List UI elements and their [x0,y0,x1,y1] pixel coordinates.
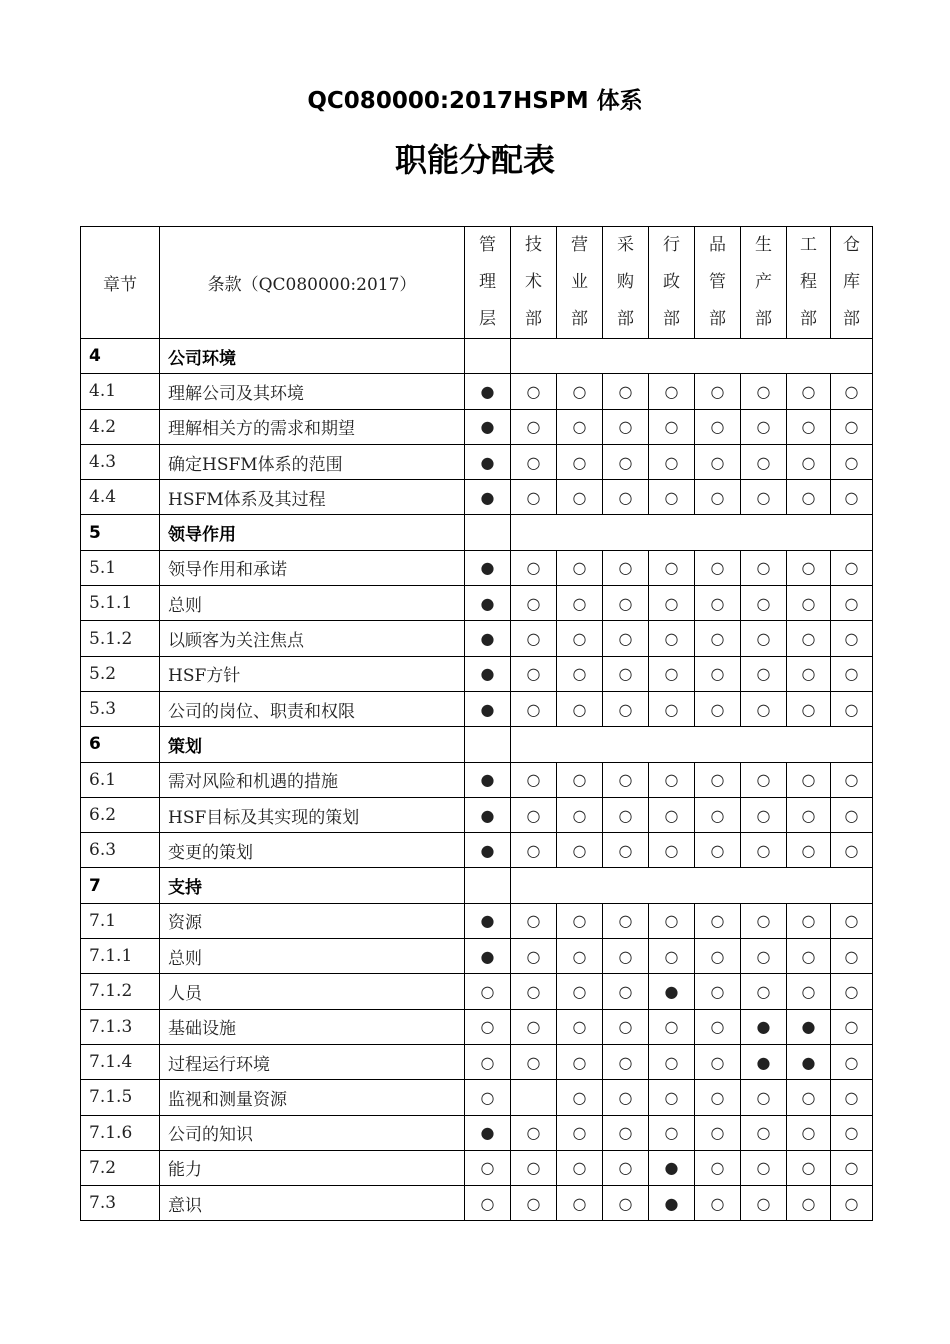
mark-cell: ○ [741,1150,787,1185]
mark-cell: ○ [831,1150,873,1185]
mark-cell: ○ [603,656,649,691]
mark-cell: ○ [831,550,873,585]
empty-cell [511,339,873,374]
clause-cell: 监视和测量资源 [160,1080,465,1115]
mark-cell: ○ [603,903,649,938]
table-row [81,374,873,409]
header-dept: 生产部 [741,227,787,339]
clause-cell: 公司环境 [160,339,465,374]
mark-cell: ○ [695,409,741,444]
mark-cell: ○ [649,550,695,585]
mark-cell: ○ [511,833,557,868]
header-dept: 技术部 [511,227,557,339]
mark-cell: ○ [511,762,557,797]
mark-cell: ○ [557,1115,603,1150]
mark-cell: ○ [831,1080,873,1115]
section-row [81,868,873,903]
mark-cell: ○ [831,762,873,797]
mark-cell: ○ [741,1115,787,1150]
mark-cell: ○ [603,444,649,479]
mark-cell: ○ [649,691,695,726]
mark-cell: ○ [695,1009,741,1044]
mark-cell: ● [787,1044,831,1079]
chapter-cell: 7.2 [81,1150,160,1185]
mark-cell: ○ [741,939,787,974]
mark-cell: ○ [603,480,649,515]
header-dept: 工程部 [787,227,831,339]
mark-cell: ○ [511,409,557,444]
mark-cell: ○ [603,974,649,1009]
mark-cell: ○ [831,374,873,409]
chapter-cell: 7 [81,868,160,903]
empty-cell [465,515,511,550]
mark-cell: ● [465,797,511,832]
mark-cell: ○ [787,550,831,585]
mark-cell: ● [465,833,511,868]
mark-cell: ○ [511,444,557,479]
function-allocation-table [80,226,873,1221]
mark-cell: ○ [511,939,557,974]
mark-cell: ○ [741,1186,787,1221]
mark-cell: ○ [787,480,831,515]
mark-cell: ○ [603,1080,649,1115]
mark-cell: ○ [831,691,873,726]
clause-cell: 过程运行环境 [160,1044,465,1079]
clause-cell: HSFM体系及其过程 [160,480,465,515]
mark-cell: ○ [649,444,695,479]
mark-cell: ○ [741,586,787,621]
empty-cell [465,727,511,762]
mark-cell: ○ [511,374,557,409]
mark-cell: ○ [831,1009,873,1044]
table-row [81,691,873,726]
mark-cell: ○ [649,374,695,409]
mark-cell: ○ [695,762,741,797]
mark-cell: ○ [557,1186,603,1221]
clause-cell: 人员 [160,974,465,1009]
mark-cell: ○ [603,550,649,585]
chapter-cell: 4.1 [81,374,160,409]
mark-cell: ● [465,762,511,797]
mark-cell: ○ [741,621,787,656]
mark-cell: ○ [695,797,741,832]
clause-cell: 基础设施 [160,1009,465,1044]
mark-cell: ○ [649,833,695,868]
mark-cell: ○ [831,1115,873,1150]
table-row [81,480,873,515]
mark-cell: ○ [787,1115,831,1150]
clause-cell: 意识 [160,1186,465,1221]
document-subtitle: 职能分配表 [394,141,555,179]
mark-cell: ○ [557,656,603,691]
mark-cell: ○ [465,1186,511,1221]
mark-cell: ○ [787,621,831,656]
mark-cell: ○ [603,797,649,832]
mark-cell: ● [465,444,511,479]
mark-cell: ○ [603,833,649,868]
mark-cell: ○ [695,939,741,974]
mark-cell: ○ [741,691,787,726]
mark-cell: ○ [649,1115,695,1150]
mark-cell: ○ [465,1009,511,1044]
mark-cell: ○ [695,656,741,691]
mark-cell: ○ [649,621,695,656]
chapter-cell: 7.1.5 [81,1080,160,1115]
header-chapter: 章节 [81,227,160,339]
mark-cell: ○ [695,480,741,515]
mark-cell: ○ [557,1150,603,1185]
mark-cell: ● [465,374,511,409]
clause-cell: HSF目标及其实现的策划 [160,797,465,832]
mark-cell: ○ [603,1115,649,1150]
mark-cell: ● [465,586,511,621]
mark-cell: ○ [511,903,557,938]
mark-cell: ○ [831,833,873,868]
chapter-cell: 7.1.6 [81,1115,160,1150]
chapter-cell: 5.1.2 [81,621,160,656]
mark-cell: ● [649,1150,695,1185]
chapter-cell: 4 [81,339,160,374]
empty-cell [465,868,511,903]
mark-cell: ● [649,1186,695,1221]
mark-cell: ○ [831,1044,873,1079]
mark-cell: ○ [787,1186,831,1221]
table-row [81,1186,873,1221]
mark-cell: ● [465,621,511,656]
chapter-cell: 5.1.1 [81,586,160,621]
mark-cell: ○ [603,586,649,621]
mark-cell: ○ [831,1186,873,1221]
mark-cell: ○ [831,480,873,515]
mark-cell: ○ [511,586,557,621]
mark-cell: ○ [831,903,873,938]
chapter-cell: 4.3 [81,444,160,479]
header-dept: 采购部 [603,227,649,339]
mark-cell: ○ [787,1080,831,1115]
mark-cell [511,1080,557,1115]
table-row [81,797,873,832]
chapter-cell: 7.3 [81,1186,160,1221]
table-row [81,903,873,938]
mark-cell: ○ [465,1150,511,1185]
mark-cell: ○ [603,1186,649,1221]
table-row [81,833,873,868]
clause-cell: 领导作用 [160,515,465,550]
mark-cell: ○ [831,621,873,656]
mark-cell: ○ [695,1150,741,1185]
mark-cell: ○ [787,586,831,621]
clause-cell: 资源 [160,903,465,938]
mark-cell: ○ [511,797,557,832]
mark-cell: ○ [787,1150,831,1185]
mark-cell: ○ [787,444,831,479]
mark-cell: ○ [741,480,787,515]
chapter-cell: 6.2 [81,797,160,832]
mark-cell: ○ [603,762,649,797]
mark-cell: ○ [557,374,603,409]
table-row [81,1150,873,1185]
clause-cell: 总则 [160,939,465,974]
chapter-cell: 5.1 [81,550,160,585]
mark-cell: ○ [787,797,831,832]
mark-cell: ○ [741,762,787,797]
mark-cell: ○ [511,656,557,691]
mark-cell: ● [465,550,511,585]
table-row [81,444,873,479]
table-row [81,656,873,691]
mark-cell: ○ [741,550,787,585]
mark-cell: ○ [695,621,741,656]
mark-cell: ○ [511,480,557,515]
mark-cell: ○ [557,550,603,585]
mark-cell: ○ [695,444,741,479]
mark-cell: ○ [649,797,695,832]
chapter-cell: 6 [81,727,160,762]
chapter-cell: 7.1.1 [81,939,160,974]
table-row [81,1044,873,1079]
mark-cell: ● [649,974,695,1009]
mark-cell: ● [465,691,511,726]
clause-cell: 总则 [160,586,465,621]
mark-cell: ○ [695,550,741,585]
clause-cell: 能力 [160,1150,465,1185]
mark-cell: ○ [831,409,873,444]
chapter-cell: 4.4 [81,480,160,515]
mark-cell: ○ [649,1044,695,1079]
mark-cell: ○ [649,762,695,797]
chapter-cell: 7.1.4 [81,1044,160,1079]
mark-cell: ○ [831,444,873,479]
mark-cell: ○ [787,762,831,797]
mark-cell: ○ [557,974,603,1009]
mark-cell: ○ [787,374,831,409]
clause-cell: 理解公司及其环境 [160,374,465,409]
mark-cell: ○ [603,939,649,974]
mark-cell: ○ [603,1150,649,1185]
clause-cell: 变更的策划 [160,833,465,868]
empty-cell [511,868,873,903]
table-row [81,550,873,585]
clause-cell: 支持 [160,868,465,903]
mark-cell: ○ [831,797,873,832]
mark-cell: ○ [511,550,557,585]
mark-cell: ○ [511,1150,557,1185]
empty-cell [511,515,873,550]
header-row [81,227,873,339]
header-dept: 品管部 [695,227,741,339]
chapter-cell: 6.1 [81,762,160,797]
mark-cell: ● [465,409,511,444]
mark-cell: ○ [557,586,603,621]
table-row [81,409,873,444]
mark-cell: ○ [557,409,603,444]
header-dept: 管理层 [465,227,511,339]
mark-cell: ○ [557,762,603,797]
table-row [81,621,873,656]
mark-cell: ○ [787,833,831,868]
mark-cell: ○ [649,903,695,938]
table-row [81,939,873,974]
mark-cell: ● [465,480,511,515]
mark-cell: ○ [695,903,741,938]
mark-cell: ○ [511,621,557,656]
mark-cell: ○ [649,1080,695,1115]
clause-cell: 以顾客为关注焦点 [160,621,465,656]
mark-cell: ○ [557,903,603,938]
mark-cell: ○ [603,409,649,444]
mark-cell: ○ [787,903,831,938]
mark-cell: ○ [511,1186,557,1221]
chapter-cell: 6.3 [81,833,160,868]
mark-cell: ○ [695,974,741,1009]
table-row [81,1009,873,1044]
mark-cell: ○ [787,974,831,1009]
mark-cell: ○ [557,621,603,656]
table-row [81,974,873,1009]
mark-cell: ○ [465,1080,511,1115]
mark-cell: ○ [741,409,787,444]
empty-cell [465,339,511,374]
header-dept: 仓库部 [831,227,873,339]
mark-cell: ○ [557,480,603,515]
mark-cell: ○ [741,903,787,938]
mark-cell: ○ [465,1044,511,1079]
clause-cell: 公司的岗位、职责和权限 [160,691,465,726]
mark-cell: ○ [695,691,741,726]
mark-cell: ○ [511,691,557,726]
mark-cell: ○ [557,1044,603,1079]
mark-cell: ○ [831,974,873,1009]
clause-cell: 确定HSFM体系的范围 [160,444,465,479]
mark-cell: ○ [557,939,603,974]
mark-cell: ○ [603,621,649,656]
clause-cell: HSF方针 [160,656,465,691]
mark-cell: ● [465,656,511,691]
mark-cell: ○ [511,1115,557,1150]
table-row [81,762,873,797]
chapter-cell: 5.3 [81,691,160,726]
mark-cell: ○ [741,656,787,691]
header-dept: 行政部 [649,227,695,339]
clause-cell: 公司的知识 [160,1115,465,1150]
mark-cell: ○ [695,1080,741,1115]
clause-cell: 理解相关方的需求和期望 [160,409,465,444]
mark-cell: ● [465,1115,511,1150]
mark-cell: ● [741,1009,787,1044]
chapter-cell: 7.1.2 [81,974,160,1009]
mark-cell: ○ [557,691,603,726]
mark-cell: ○ [741,1080,787,1115]
mark-cell: ● [741,1044,787,1079]
table-row [81,1115,873,1150]
mark-cell: ○ [649,939,695,974]
mark-cell: ● [465,903,511,938]
mark-cell: ○ [741,974,787,1009]
mark-cell: ○ [787,939,831,974]
chapter-cell: 4.2 [81,409,160,444]
section-row [81,727,873,762]
mark-cell: ○ [511,1044,557,1079]
mark-cell: ○ [695,833,741,868]
mark-cell: ○ [511,1009,557,1044]
table-row [81,586,873,621]
mark-cell: ○ [603,691,649,726]
mark-cell: ○ [557,797,603,832]
chapter-cell: 7.1.3 [81,1009,160,1044]
mark-cell: ○ [831,939,873,974]
mark-cell: ○ [511,974,557,1009]
mark-cell: ○ [649,586,695,621]
mark-cell: ○ [465,974,511,1009]
mark-cell: ○ [557,1009,603,1044]
chapter-cell: 5 [81,515,160,550]
chapter-cell: 7.1 [81,903,160,938]
mark-cell: ● [787,1009,831,1044]
mark-cell: ○ [557,444,603,479]
mark-cell: ○ [649,1009,695,1044]
mark-cell: ○ [695,586,741,621]
table-body [81,339,873,1221]
mark-cell: ○ [603,1044,649,1079]
mark-cell: ○ [831,586,873,621]
empty-cell [511,727,873,762]
header-clause: 条款（QC080000:2017） [160,227,465,339]
mark-cell: ○ [557,833,603,868]
mark-cell: ○ [603,1009,649,1044]
mark-cell: ○ [649,409,695,444]
mark-cell: ○ [695,1186,741,1221]
mark-cell: ○ [695,1044,741,1079]
mark-cell: ○ [831,656,873,691]
section-row [81,515,873,550]
mark-cell: ○ [787,409,831,444]
mark-cell: ○ [649,656,695,691]
document-title: QC080000:2017HSPM 体系 [307,88,643,114]
mark-cell: ○ [557,1080,603,1115]
mark-cell: ○ [741,444,787,479]
mark-cell: ○ [741,833,787,868]
section-row [81,339,873,374]
mark-cell: ○ [603,374,649,409]
mark-cell: ○ [787,691,831,726]
table-row [81,1080,873,1115]
clause-cell: 领导作用和承诺 [160,550,465,585]
mark-cell: ○ [649,480,695,515]
chapter-cell: 5.2 [81,656,160,691]
mark-cell: ○ [695,1115,741,1150]
header-dept: 营业部 [557,227,603,339]
mark-cell: ● [465,939,511,974]
clause-cell: 需对风险和机遇的措施 [160,762,465,797]
clause-cell: 策划 [160,727,465,762]
mark-cell: ○ [695,374,741,409]
mark-cell: ○ [741,797,787,832]
mark-cell: ○ [787,656,831,691]
mark-cell: ○ [741,374,787,409]
